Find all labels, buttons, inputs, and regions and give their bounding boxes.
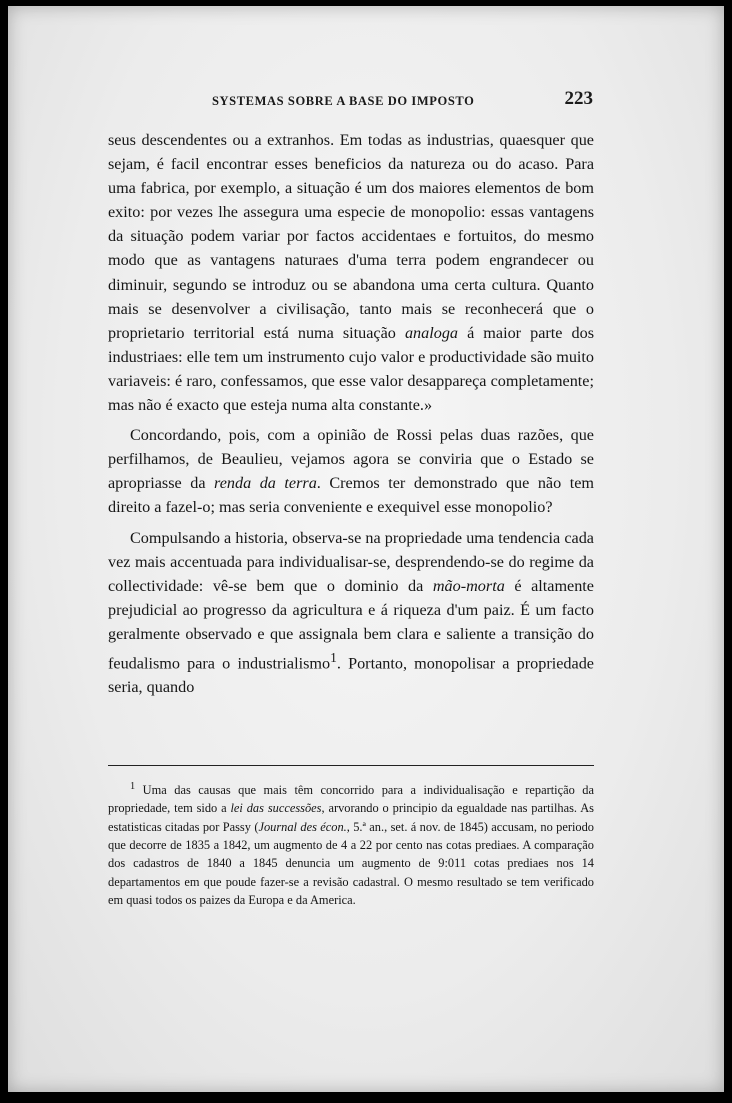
footnote-italic-2: Journal des écon. <box>258 819 347 834</box>
page-number: 223 <box>564 88 593 109</box>
footnote-italic-1: lei das successões <box>230 801 322 816</box>
paragraph-3 <box>108 526 594 700</box>
footnote-number: 1 <box>130 781 136 792</box>
footnote-paragraph <box>108 778 594 909</box>
running-head: SYSTEMAS SOBRE A BASE DO IMPOSTO <box>212 94 475 108</box>
body-text <box>108 128 594 700</box>
paragraph-1 <box>108 128 594 417</box>
paragraph-3-text-b: é altamente prejudicial ao progresso da agricultura e á riqueza d'um paiz. É um facto geralmente observado e que assignala bem clara e saliente a transição do feudalismo para o industrialismo <box>108 576 594 673</box>
paragraph-3-italic: mão-morta <box>432 576 505 595</box>
footnote-text-b: , arvorando o principio da egualdade nas partilhas. As estatisticas citadas por Passy ( <box>108 801 594 834</box>
footnote-reference[interactable]: 1 <box>330 649 337 665</box>
paragraph-2 <box>108 423 594 519</box>
footnote <box>108 778 594 909</box>
paragraph-1-text-b: á maior parte dos industriaes: elle tem um instrumento cujo valor e productividade são muito variaveis: é raro, confessamos, que esse valor desappareça completamente; mas não é exacto que esteja numa alta constante.» <box>108 323 594 415</box>
footnote-text-a: Uma das causas que mais têm concorrido para a individualisação e repartição da propriedade, tem sido a <box>108 783 594 816</box>
paragraph-2-text-a: Concordando, pois, com a opinião de Rossi pelas duas razões, que perfilhamos, de Beaulieu, vejamos agora se conviria que o Estado se apropriasse da <box>108 426 594 493</box>
paragraph-2-text-b: . Cremos ter demonstrado que não tem direito a fazel-o; mas seria conveniente e exequivel esse monopolio? <box>108 474 594 517</box>
footnote-divider <box>108 765 594 766</box>
page-header <box>108 86 593 116</box>
paragraph-1-italic: analoga <box>404 323 459 342</box>
paragraph-2-italic: renda da terra <box>214 474 317 493</box>
paragraph-3-text-c: . Portanto, monopolisar a propriedade seria, quando <box>108 654 594 697</box>
paragraph-3-text-a: Compulsando a historia, observa-se na propriedade uma tendencia cada vez mais accentuada para individualisar-se, desprendendo-se do regime da collectividade: vê-se bem que o dominio da <box>108 528 594 595</box>
paragraph-1-text-a: seus descendentes ou a extranhos. Em todas as industrias, quaesquer que sejam, é facil encontrar esses beneficios da natureza ou do acaso. Para uma fabrica, por exemplo, a situação é um dos maiores elementos de bom exito: por vezes lhe assegura uma especie de monopolio: essas vantagens da situação podem variar por factos accidentaes e fortuitos, do mesmo modo que as vantagens naturaes d'uma terra podem engrandecer ou diminuir, segundo se introduz ou se abandona uma certa cultura. Quanto mais se desenvolver a civilisação, tanto mais se reconhecerá que o proprietario territorial está numa situação <box>108 131 594 342</box>
footnote-text-c: , 5.ª an., set. á nov. de 1845) accusam, no periodo que decorre de 1835 a 1842, um augmento de 4 a 22 por cento nas cotas prediaes. A comparação dos cadastros de 1840 a 1845 denuncia um augmento de 9:011 cotas prediaes nos 14 departamentos em que poude fazer-se a revisão cadastral. O mesmo resultado se tem verificado em quasi todos os paizes da Europa e da America. <box>108 819 595 907</box>
book-page <box>8 6 724 1092</box>
